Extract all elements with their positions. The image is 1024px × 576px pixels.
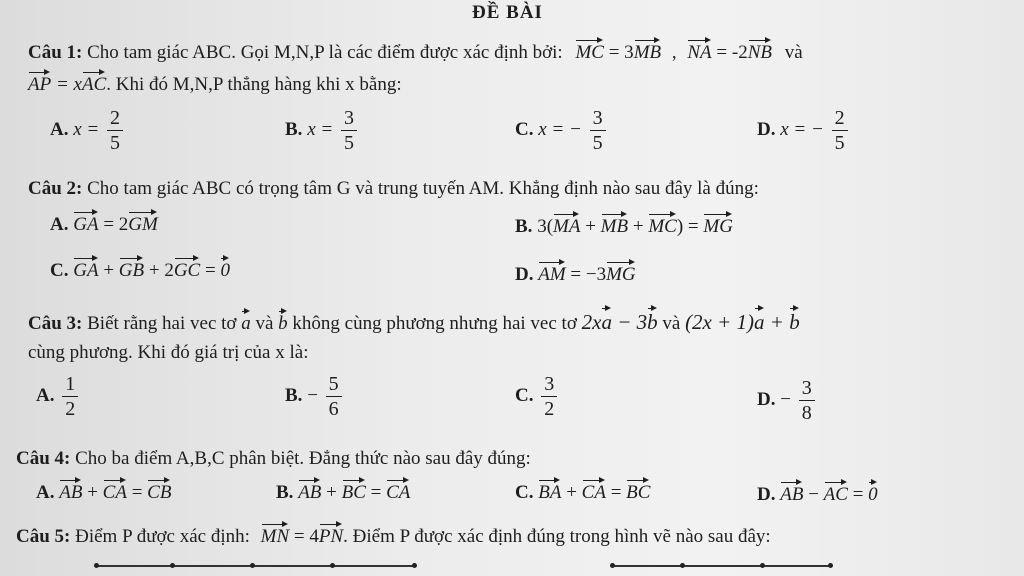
q1-option-d[interactable] bbox=[757, 106, 851, 155]
op: = bbox=[847, 484, 869, 505]
fraction bbox=[590, 106, 606, 155]
expr: − 3 bbox=[611, 310, 648, 334]
question-3-line-1 bbox=[28, 306, 800, 335]
op: + bbox=[628, 216, 649, 237]
point bbox=[170, 563, 175, 568]
point bbox=[330, 563, 335, 568]
numerator: 3 bbox=[541, 372, 557, 397]
vector-mb: MB bbox=[634, 38, 661, 64]
q1-option-b[interactable] bbox=[285, 106, 360, 155]
q1-and: và bbox=[784, 42, 803, 63]
op: 3( bbox=[537, 216, 554, 237]
op: + bbox=[321, 482, 342, 503]
q1-eq2-op: = -2 bbox=[711, 42, 748, 63]
op: = bbox=[365, 482, 387, 503]
op: + bbox=[82, 482, 103, 503]
option-prefix: x = − bbox=[538, 118, 582, 140]
denominator: 2 bbox=[65, 398, 76, 420]
expr: + bbox=[764, 310, 790, 334]
question-1-label: Câu 1: bbox=[28, 42, 83, 63]
q1-option-a[interactable] bbox=[50, 106, 126, 155]
option-label: D. bbox=[757, 118, 776, 140]
denominator: 8 bbox=[801, 402, 812, 424]
q1-eq3-op: = x bbox=[51, 74, 82, 95]
vector-gc: GC bbox=[174, 256, 200, 282]
point bbox=[680, 563, 685, 568]
numerator: 3 bbox=[341, 106, 357, 131]
fraction bbox=[107, 106, 123, 155]
option-label: A. bbox=[36, 482, 55, 503]
numerator: 2 bbox=[832, 106, 848, 131]
vector-b: b bbox=[278, 309, 288, 335]
fraction bbox=[541, 372, 557, 421]
q1-text-b: . Khi đó M,N,P thẳng hàng khi x bằng: bbox=[106, 74, 402, 95]
vector-ab: AB bbox=[780, 480, 803, 506]
op: = 4 bbox=[289, 526, 319, 547]
option-label: B. bbox=[285, 118, 303, 140]
numerator: 3 bbox=[799, 376, 815, 401]
point bbox=[250, 563, 255, 568]
vector-ma: MA bbox=[553, 212, 580, 238]
q3-and: và bbox=[255, 313, 274, 334]
denominator: 5 bbox=[343, 132, 354, 154]
question-1-line-1 bbox=[28, 38, 803, 64]
fraction bbox=[326, 372, 342, 421]
zero-vector: 0 bbox=[868, 480, 878, 506]
vector-ab: AB bbox=[298, 478, 321, 504]
q3-and: và bbox=[662, 313, 681, 334]
option-prefix: x = − bbox=[780, 118, 824, 140]
fraction bbox=[799, 376, 815, 425]
option-prefix: − bbox=[780, 388, 791, 410]
question-2-text: Cho tam giác ABC có trọng tâm G và trung tuyến AM. Khẳng định nào sau đây là đúng: bbox=[87, 178, 759, 199]
expr: 2x bbox=[581, 310, 602, 334]
vector-b: b bbox=[647, 306, 658, 335]
option-label: A. bbox=[36, 384, 55, 406]
question-4-line bbox=[16, 448, 531, 470]
point bbox=[610, 563, 615, 568]
vector-b: b bbox=[789, 306, 800, 335]
question-4-label: Câu 4: bbox=[16, 448, 71, 469]
denominator: 5 bbox=[834, 132, 845, 154]
op: = bbox=[126, 482, 148, 503]
vector-bc: BC bbox=[626, 478, 650, 504]
vector-a: a bbox=[601, 306, 612, 335]
op: − bbox=[803, 484, 824, 505]
vector-ca: CA bbox=[582, 478, 606, 504]
option-label: D. bbox=[757, 388, 776, 410]
option-label: C. bbox=[515, 118, 534, 140]
question-1-text: Cho tam giác ABC. Gọi M,N,P là các điểm được xác định bởi: bbox=[87, 42, 563, 63]
expr: (2x + 1) bbox=[685, 310, 755, 334]
denominator: 5 bbox=[592, 132, 603, 154]
op: = 2 bbox=[98, 214, 129, 235]
vector-gm: GM bbox=[128, 210, 158, 236]
vector-mc: MC bbox=[575, 38, 604, 64]
option-label: D. bbox=[515, 264, 534, 285]
option-label: C. bbox=[515, 482, 534, 503]
question-2-label: Câu 2: bbox=[28, 178, 83, 199]
question-3-label: Câu 3: bbox=[28, 313, 83, 334]
vector-cb: CB bbox=[147, 478, 171, 504]
vector-ac: AC bbox=[82, 70, 106, 96]
option-prefix: x = bbox=[73, 118, 100, 140]
option-label: A. bbox=[50, 214, 69, 235]
q4-option-b[interactable] bbox=[276, 478, 410, 504]
question-5-text-b: . Điểm P được xác định đúng trong hình vẽ nào sau đây: bbox=[343, 526, 771, 547]
numerator: 1 bbox=[62, 372, 78, 397]
q4-option-d[interactable] bbox=[757, 480, 878, 506]
vector-ba: BA bbox=[538, 478, 561, 504]
vector-ap: AP bbox=[28, 70, 51, 96]
q4-option-c[interactable] bbox=[515, 478, 650, 504]
option-label: C. bbox=[515, 384, 534, 406]
vector-mc: MC bbox=[648, 212, 677, 238]
q3-option-a[interactable] bbox=[36, 372, 81, 421]
option-label: B. bbox=[515, 216, 533, 237]
page-title: ĐỀ BÀI bbox=[472, 2, 543, 23]
question-2-line bbox=[28, 178, 759, 200]
option-label: C. bbox=[50, 260, 69, 281]
numerator: 5 bbox=[326, 372, 342, 397]
question-3-text-b: không cùng phương nhưng hai vec tơ bbox=[292, 313, 577, 334]
op: + bbox=[561, 482, 582, 503]
vector-ga: GA bbox=[73, 256, 98, 282]
op: = −3 bbox=[565, 264, 607, 285]
vector-am: AM bbox=[538, 260, 565, 286]
q2-option-a[interactable] bbox=[50, 210, 158, 236]
denominator: 2 bbox=[544, 398, 555, 420]
question-4-text: Cho ba điểm A,B,C phân biệt. Đẳng thức nào sau đây đúng: bbox=[75, 448, 531, 469]
op: + bbox=[98, 260, 119, 281]
point bbox=[94, 563, 99, 568]
q2-option-c[interactable] bbox=[50, 256, 230, 282]
q2-option-d[interactable] bbox=[515, 260, 636, 286]
q1-option-c[interactable] bbox=[515, 106, 609, 155]
op: + 2 bbox=[144, 260, 174, 281]
vector-mb: MB bbox=[601, 212, 628, 238]
vector-a: a bbox=[754, 306, 765, 335]
fraction bbox=[62, 372, 78, 421]
op: + bbox=[580, 216, 601, 237]
vector-bc: BC bbox=[342, 478, 366, 504]
vector-mg: MG bbox=[703, 212, 733, 238]
op: ) = bbox=[676, 216, 704, 237]
vector-ab: AB bbox=[59, 478, 82, 504]
vector-a: a bbox=[241, 309, 251, 335]
question-5-line bbox=[16, 522, 771, 548]
q4-option-a[interactable] bbox=[36, 478, 171, 504]
point bbox=[760, 563, 765, 568]
q2-option-b[interactable] bbox=[515, 212, 733, 238]
option-prefix: x = bbox=[307, 118, 334, 140]
question-5-label: Câu 5: bbox=[16, 526, 71, 547]
vector-na: NA bbox=[687, 38, 711, 64]
option-label: D. bbox=[757, 484, 776, 505]
vector-mg: MG bbox=[606, 260, 636, 286]
vector-nb: NB bbox=[748, 38, 772, 64]
point bbox=[412, 563, 417, 568]
q3-option-b[interactable] bbox=[285, 372, 345, 421]
point bbox=[828, 563, 833, 568]
q1-sep: , bbox=[671, 42, 677, 63]
vector-ca: CA bbox=[103, 478, 127, 504]
option-prefix: − bbox=[307, 384, 318, 406]
numerator: 2 bbox=[107, 106, 123, 131]
q1-eq1-op: = 3 bbox=[603, 42, 634, 63]
op: = bbox=[200, 260, 221, 281]
q3-option-d[interactable] bbox=[757, 376, 818, 425]
denominator: 6 bbox=[328, 398, 339, 420]
segment-line bbox=[612, 565, 832, 567]
option-label: B. bbox=[285, 384, 303, 406]
vector-mn: MN bbox=[261, 522, 290, 548]
numerator: 3 bbox=[590, 106, 606, 131]
denominator: 5 bbox=[110, 132, 120, 154]
op: = bbox=[605, 482, 627, 503]
segment-line bbox=[96, 565, 416, 567]
option-label: B. bbox=[276, 482, 294, 503]
q3-option-c[interactable] bbox=[515, 372, 560, 421]
question-3-text: Biết rằng hai vec tơ bbox=[87, 313, 237, 334]
fraction bbox=[341, 106, 357, 155]
vector-ca: CA bbox=[386, 478, 410, 504]
question-3-line-2: cùng phương. Khi đó giá trị của x là: bbox=[28, 342, 309, 363]
question-1-line-2 bbox=[28, 70, 402, 96]
zero-vector: 0 bbox=[220, 256, 230, 282]
vector-ga: GA bbox=[73, 210, 98, 236]
fraction bbox=[832, 106, 848, 155]
question-5-text: Điểm P được xác định: bbox=[75, 526, 250, 547]
vector-pn: PN bbox=[319, 522, 343, 548]
option-label: A. bbox=[50, 118, 69, 140]
vector-gb: GB bbox=[119, 256, 144, 282]
vector-ac: AC bbox=[824, 480, 848, 506]
